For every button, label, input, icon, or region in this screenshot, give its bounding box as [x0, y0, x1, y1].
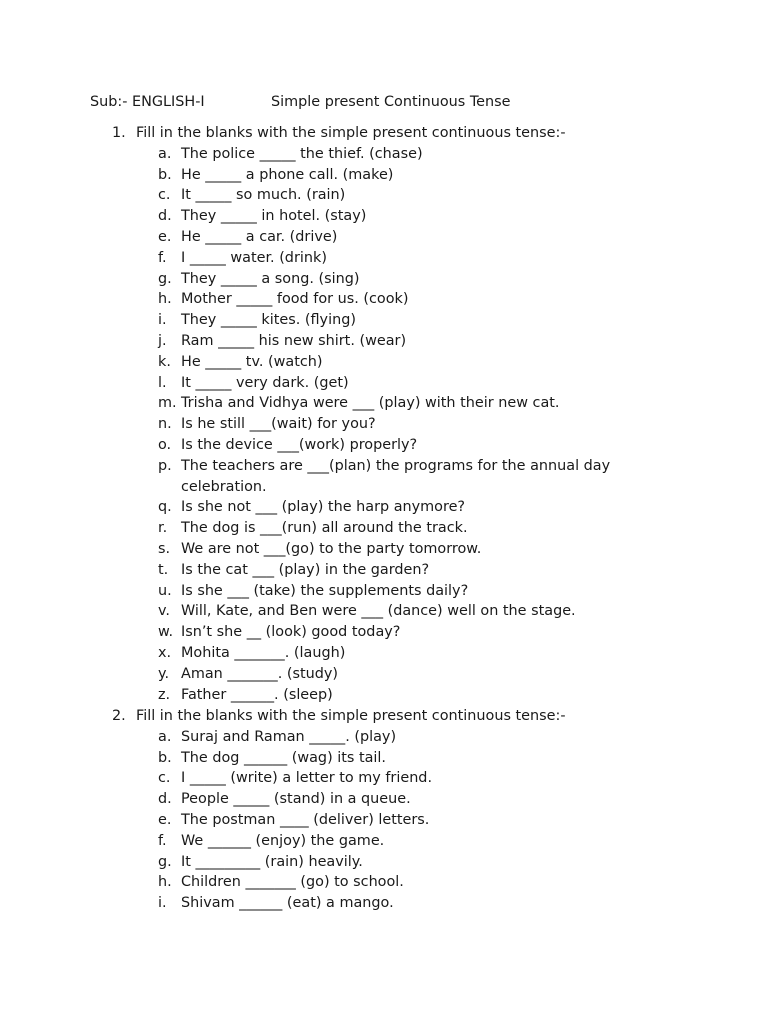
question-item	[158, 643, 638, 664]
exercise-instruction: Fill in the blanks with the simple present continuous tense:-	[136, 708, 566, 724]
exercise-number: 2.	[112, 708, 126, 724]
question-item	[158, 435, 638, 456]
question-text: Is the device ___(work) properly?	[181, 436, 418, 453]
question-letter: h.	[158, 291, 172, 308]
question-item	[158, 269, 638, 290]
question-letter: s.	[158, 540, 171, 557]
question-letter: b.	[158, 749, 172, 766]
question-letter: w.	[158, 624, 174, 641]
question-item	[158, 872, 638, 893]
question-text: We ______ (enjoy) the game.	[181, 832, 385, 849]
question-text: They _____ kites. (flying)	[181, 312, 356, 329]
question-text: The police _____ the thief. (chase)	[181, 145, 423, 162]
question-item	[158, 518, 638, 539]
question-text: Aman _______. (study)	[181, 665, 339, 682]
question-item	[158, 560, 638, 581]
question-letter: v.	[158, 603, 170, 620]
question-item	[158, 352, 638, 373]
question-text: Will, Kate, and Ben were ___ (dance) well on the stage.	[181, 603, 576, 620]
question-text: Father ______. (sleep)	[181, 686, 333, 703]
question-letter: c.	[158, 770, 171, 787]
question-text: He _____ a car. (drive)	[181, 228, 338, 245]
question-item	[158, 893, 638, 914]
question-text: He _____ tv. (watch)	[181, 353, 323, 370]
question-text: Trisha and Vidhya were ___ (play) with their new cat.	[181, 395, 560, 412]
question-item	[158, 185, 638, 206]
question-item	[158, 393, 638, 414]
question-letter: r.	[158, 520, 168, 537]
question-text: Is he still ___(wait) for you?	[181, 416, 376, 433]
question-text: They _____ a song. (sing)	[181, 270, 360, 287]
question-text: Is she not ___ (play) the harp anymore?	[181, 499, 466, 516]
question-letter: a.	[158, 145, 172, 162]
question-text: Ram _____ his new shirt. (wear)	[181, 332, 407, 349]
question-letter: z.	[158, 686, 171, 703]
question-text: Shivam ______ (eat) a mango.	[181, 895, 394, 912]
question-text: It _____ very dark. (get)	[181, 374, 349, 391]
subject-label: Sub:- ENGLISH-I	[90, 94, 205, 110]
question-item	[158, 727, 638, 748]
question-item	[158, 810, 638, 831]
question-text: It _________ (rain) heavily.	[181, 853, 363, 870]
question-letter: u.	[158, 582, 172, 599]
question-text: Mother _____ food for us. (cook)	[181, 291, 409, 308]
question-item	[158, 248, 638, 269]
question-item	[158, 373, 638, 394]
question-text: It _____ so much. (rain)	[181, 187, 346, 204]
question-item	[158, 206, 638, 227]
question-item	[158, 310, 638, 331]
question-item	[158, 685, 638, 706]
question-text: The postman ____ (deliver) letters.	[181, 811, 430, 828]
question-letter: a.	[158, 728, 172, 745]
question-list	[158, 144, 638, 706]
question-text: Children _______ (go) to school.	[181, 874, 404, 891]
question-item	[158, 768, 638, 789]
question-text: I _____ water. (drink)	[181, 249, 327, 266]
question-item	[158, 748, 638, 769]
question-text: The dog ______ (wag) its tail.	[181, 749, 387, 766]
question-item	[158, 852, 638, 873]
question-letter: o.	[158, 436, 172, 453]
question-letter: d.	[158, 208, 172, 225]
question-item	[158, 414, 638, 435]
question-item	[158, 289, 638, 310]
question-letter: i.	[158, 895, 167, 912]
question-text: Is the cat ___ (play) in the garden?	[181, 561, 430, 578]
question-letter: l.	[158, 374, 167, 391]
question-item	[158, 165, 638, 186]
question-text: I _____ (write) a letter to my friend.	[181, 770, 433, 787]
question-letter: t.	[158, 561, 169, 578]
question-letter: e.	[158, 811, 172, 828]
question-letter: b.	[158, 166, 172, 183]
question-text: The teachers are ___(plan) the programs for the annual day celebration.	[181, 457, 611, 495]
question-item	[158, 497, 638, 518]
question-letter: p.	[158, 457, 172, 474]
question-text: Isn’t she __ (look) good today?	[181, 624, 401, 641]
question-letter: d.	[158, 791, 172, 808]
question-text: Suraj and Raman _____. (play)	[181, 728, 397, 745]
question-item	[158, 622, 638, 643]
question-letter: c.	[158, 187, 171, 204]
question-item	[158, 789, 638, 810]
question-letter: q.	[158, 499, 172, 516]
question-item	[158, 601, 638, 622]
question-item	[158, 456, 638, 498]
question-letter: g.	[158, 270, 172, 287]
question-letter: i.	[158, 312, 167, 329]
exercise-instruction: Fill in the blanks with the simple present continuous tense:-	[136, 125, 566, 141]
question-letter: g.	[158, 853, 172, 870]
question-letter: k.	[158, 353, 171, 370]
question-text: Mohita _______. (laugh)	[181, 644, 346, 661]
question-text: We are not ___(go) to the party tomorrow.	[181, 540, 482, 557]
question-item	[158, 831, 638, 852]
question-text: The dog is ___(run) all around the track.	[181, 520, 468, 537]
question-item	[158, 227, 638, 248]
question-text: He _____ a phone call. (make)	[181, 166, 394, 183]
question-item	[158, 539, 638, 560]
question-letter: j.	[158, 332, 167, 349]
question-item	[158, 664, 638, 685]
question-letter: m.	[158, 395, 177, 412]
question-letter: y.	[158, 665, 170, 682]
question-list	[158, 727, 638, 914]
question-letter: x.	[158, 644, 172, 661]
question-letter: e.	[158, 228, 172, 245]
question-letter: f.	[158, 249, 167, 266]
exercise-number: 1.	[112, 125, 126, 141]
question-letter: f.	[158, 832, 167, 849]
question-text: They _____ in hotel. (stay)	[181, 208, 367, 225]
question-item	[158, 144, 638, 165]
question-text: People _____ (stand) in a queue.	[181, 791, 411, 808]
question-text: Is she ___ (take) the supplements daily?	[181, 582, 469, 599]
worksheet-title: Simple present Continuous Tense	[271, 94, 511, 110]
question-item	[158, 581, 638, 602]
question-letter: h.	[158, 874, 172, 891]
question-letter: n.	[158, 416, 172, 433]
question-item	[158, 331, 638, 352]
